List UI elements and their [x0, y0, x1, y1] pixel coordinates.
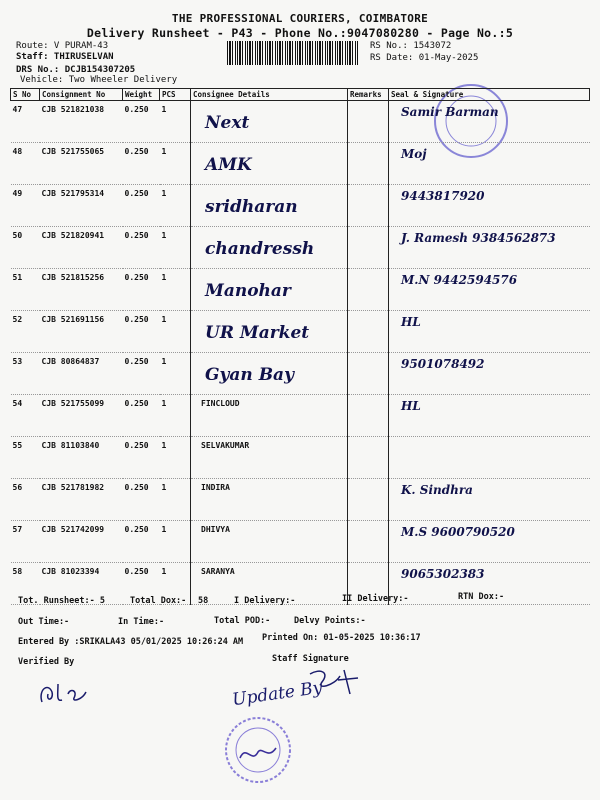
- row-signature: [389, 143, 590, 185]
- row-pcs: 1: [160, 101, 191, 143]
- row-weight: 0.250: [123, 269, 160, 311]
- signature-handwritten: M.N 9442594576: [401, 273, 518, 287]
- row-weight: 0.250: [123, 479, 160, 521]
- staff-signature: [300, 664, 360, 704]
- row-consignee: [191, 269, 348, 311]
- col-remarks: Remarks: [348, 89, 389, 101]
- staff: Staff: THIRUSELVAN: [16, 52, 114, 62]
- consignee-handwritten: AMK: [205, 155, 252, 175]
- consignee-printed: [193, 273, 201, 282]
- row-consignee: [191, 395, 348, 437]
- row-sno: 54: [11, 395, 40, 437]
- table-row: [11, 185, 590, 227]
- row-sno: 53: [11, 353, 40, 395]
- row-pcs: 1: [160, 437, 191, 479]
- row-signature: [389, 479, 590, 521]
- row-remarks: [348, 227, 389, 269]
- row-signature: [389, 521, 590, 563]
- row-consignment-no: CJB 521821038: [40, 101, 123, 143]
- drs-number: DRS No.: DCJB154307205: [16, 65, 136, 75]
- verifier-signature: [34, 672, 94, 712]
- consignee-printed: [193, 357, 201, 366]
- vehicle: Vehicle: Two Wheeler Delivery: [20, 75, 178, 85]
- row-signature: [389, 395, 590, 437]
- consignee-printed: SARANYA: [201, 567, 235, 576]
- row-sno: 47: [11, 101, 40, 143]
- row-pcs: 1: [160, 269, 191, 311]
- row-pcs: 1: [160, 185, 191, 227]
- tot-runsheet: Tot. Runsheet:- 5: [18, 596, 105, 606]
- col-sno: S No: [11, 89, 40, 101]
- row-sno: 55: [11, 437, 40, 479]
- table-row: [11, 395, 590, 437]
- row-signature: [389, 269, 590, 311]
- table-row: [11, 101, 590, 143]
- table-row: [11, 143, 590, 185]
- row-consignment-no: CJB 521691156: [40, 311, 123, 353]
- row-consignee: [191, 437, 348, 479]
- row-consignee: [191, 353, 348, 395]
- row-consignee: [191, 311, 348, 353]
- consignee-handwritten: sridharan: [205, 197, 298, 217]
- row-pcs: 1: [160, 563, 191, 605]
- row-sno: 50: [11, 227, 40, 269]
- col-weight: Weight: [123, 89, 160, 101]
- row-sno: 58: [11, 563, 40, 605]
- row-signature: [389, 353, 590, 395]
- row-consignee: [191, 101, 348, 143]
- row-remarks: [348, 311, 389, 353]
- row-consignment-no: CJB 521742099: [40, 521, 123, 563]
- row-consignee: [191, 227, 348, 269]
- table-row: [11, 479, 590, 521]
- barcode: [227, 41, 359, 65]
- row-consignment-no: CJB 521755099: [40, 395, 123, 437]
- row-remarks: [348, 479, 389, 521]
- consignee-printed: [193, 189, 201, 198]
- runsheet-title: Delivery Runsheet - P43 - Phone No.:9047080280 - Page No.:5: [86, 26, 514, 40]
- consignee-printed: [193, 315, 201, 324]
- in-time: In Time:-: [118, 617, 165, 627]
- row-pcs: 1: [160, 479, 191, 521]
- consignee-printed: [193, 105, 201, 114]
- row-remarks: [348, 395, 389, 437]
- row-consignment-no: CJB 81103840: [40, 437, 123, 479]
- consignee-handwritten: UR Market: [205, 323, 310, 343]
- rs-date: RS Date: 01-May-2025: [370, 53, 479, 63]
- row-pcs: 1: [160, 227, 191, 269]
- rs-number: RS No.: 1543072: [370, 41, 452, 51]
- signature-handwritten: Samir Barman: [401, 105, 499, 119]
- row-consignee: [191, 521, 348, 563]
- consignee-printed: SELVAKUMAR: [201, 441, 250, 450]
- table-row: [11, 353, 590, 395]
- row-signature: [389, 101, 590, 143]
- rtn-dox: RTN Dox:-: [458, 592, 505, 602]
- delivery-table: [10, 88, 590, 605]
- signature-handwritten: 9501078492: [401, 357, 485, 371]
- table-row: [11, 311, 590, 353]
- signature-handwritten: M.S 9600790520: [401, 525, 515, 539]
- row-signature: [389, 227, 590, 269]
- signature-handwritten: 9443817920: [401, 189, 485, 203]
- row-remarks: [348, 353, 389, 395]
- consignee-printed: [193, 231, 201, 240]
- row-signature: [389, 185, 590, 227]
- row-sno: 56: [11, 479, 40, 521]
- printed-on: Printed On: 01-05-2025 10:36:17: [262, 633, 421, 643]
- row-consignment-no: CJB 521795314: [40, 185, 123, 227]
- col-consignee: Consignee Details: [191, 89, 348, 101]
- row-consignment-no: CJB 81023394: [40, 563, 123, 605]
- row-pcs: 1: [160, 521, 191, 563]
- row-remarks: [348, 269, 389, 311]
- row-weight: 0.250: [123, 311, 160, 353]
- table-row: [11, 227, 590, 269]
- row-consignee: [191, 479, 348, 521]
- bottom-stamp: [222, 714, 294, 786]
- entered-by: Entered By :SRIKALA43 05/01/2025 10:26:24 AM: [18, 637, 244, 647]
- staff-signature-label: Staff Signature: [272, 654, 349, 664]
- row-remarks: [348, 185, 389, 227]
- row-weight: 0.250: [123, 437, 160, 479]
- total-dox-label: Total Dox:-: [130, 596, 187, 606]
- signature-handwritten: HL: [401, 315, 421, 329]
- out-time: Out Time:-: [18, 617, 70, 627]
- signature-handwritten: K. Sindhra: [401, 483, 473, 497]
- consignee-handwritten: Gyan Bay: [205, 365, 294, 385]
- row-consignment-no: CJB 521755065: [40, 143, 123, 185]
- company-name: THE PROFESSIONAL COURIERS, COIMBATORE: [171, 12, 429, 25]
- row-sno: 48: [11, 143, 40, 185]
- signature-handwritten: J. Ramesh 9384562873: [401, 231, 556, 245]
- row-pcs: 1: [160, 143, 191, 185]
- table-row: [11, 521, 590, 563]
- row-sno: 57: [11, 521, 40, 563]
- row-weight: 0.250: [123, 227, 160, 269]
- row-remarks: [348, 143, 389, 185]
- consignee-printed: FINCLOUD: [201, 399, 240, 408]
- consignee-handwritten: Next: [205, 113, 250, 133]
- total-pod: Total POD:-: [214, 616, 271, 626]
- row-remarks: [348, 101, 389, 143]
- row-weight: 0.250: [123, 353, 160, 395]
- table-row: [11, 269, 590, 311]
- col-consignment: Consignment No: [40, 89, 123, 101]
- row-consignment-no: CJB 521815256: [40, 269, 123, 311]
- row-signature: [389, 437, 590, 479]
- ii-delivery: II Delivery:-: [342, 594, 409, 604]
- consignee-printed: [193, 147, 201, 156]
- row-consignment-no: CJB 521820941: [40, 227, 123, 269]
- i-delivery: I Delivery:-: [234, 596, 296, 606]
- row-pcs: 1: [160, 395, 191, 437]
- row-weight: 0.250: [123, 521, 160, 563]
- total-dox-value: 58: [198, 596, 209, 606]
- row-consignee: [191, 143, 348, 185]
- table-row: [11, 437, 590, 479]
- signature-handwritten: 9065302383: [401, 567, 485, 581]
- consignee-printed: INDIRA: [201, 483, 230, 492]
- row-consignment-no: CJB 80864837: [40, 353, 123, 395]
- delvy-points: Delvy Points:-: [294, 616, 366, 626]
- row-sno: 49: [11, 185, 40, 227]
- row-sno: 52: [11, 311, 40, 353]
- verified-by: Verified By: [18, 657, 75, 667]
- row-consignment-no: CJB 521781982: [40, 479, 123, 521]
- row-sno: 51: [11, 269, 40, 311]
- route: Route: V PURAM-43: [16, 41, 109, 51]
- consignee-handwritten: Manohar: [205, 281, 291, 301]
- row-pcs: 1: [160, 353, 191, 395]
- update-by-note: Update By: [231, 677, 324, 711]
- row-consignee: [191, 185, 348, 227]
- row-remarks: [348, 521, 389, 563]
- row-weight: 0.250: [123, 563, 160, 605]
- consignee-printed: DHIVYA: [201, 525, 230, 534]
- consignee-handwritten: chandressh: [205, 239, 315, 259]
- signature-handwritten: Moj: [401, 147, 427, 161]
- row-pcs: 1: [160, 311, 191, 353]
- row-weight: 0.250: [123, 143, 160, 185]
- signature-handwritten: HL: [401, 399, 421, 413]
- row-weight: 0.250: [123, 395, 160, 437]
- row-weight: 0.250: [123, 185, 160, 227]
- row-signature: [389, 311, 590, 353]
- col-signature: Seal & Signature: [389, 89, 590, 101]
- col-pcs: PCS: [160, 89, 191, 101]
- row-weight: 0.250: [123, 101, 160, 143]
- row-remarks: [348, 437, 389, 479]
